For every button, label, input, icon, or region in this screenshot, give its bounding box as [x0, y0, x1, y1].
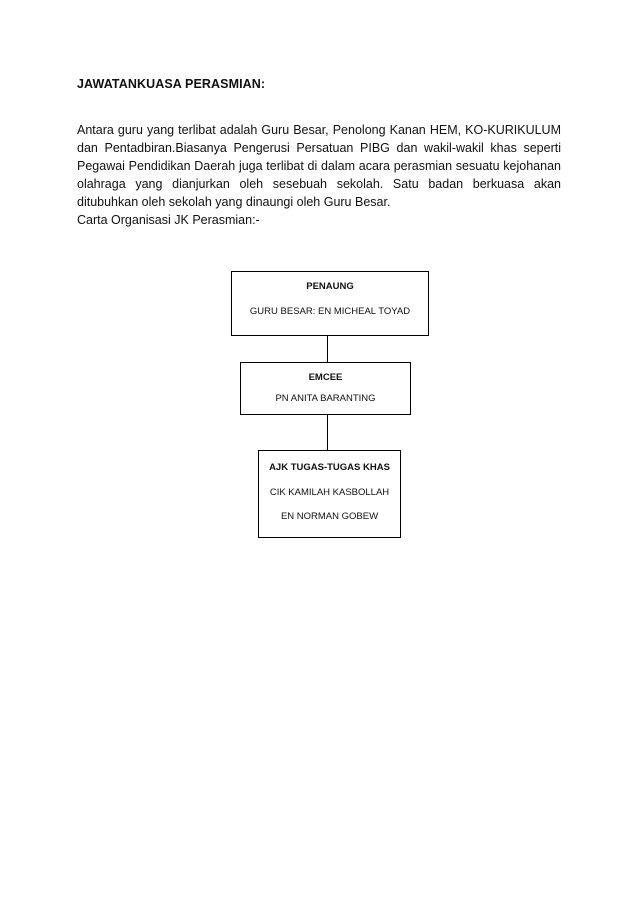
org-box-emcee — [240, 362, 411, 415]
org-box-member: EN NORMAN GOBEW — [280, 511, 379, 522]
org-box-ajk-tugas-khas — [258, 450, 401, 538]
org-connector-line — [327, 336, 328, 362]
org-connector-line — [327, 415, 328, 450]
org-box-member: GURU BESAR: EN MICHEAL TOYAD — [249, 306, 411, 317]
section-heading: JAWATANKUASA PERASMIAN: — [77, 77, 266, 91]
org-box-member: PN ANITA BARANTING — [275, 393, 376, 404]
org-box-penaung — [231, 271, 429, 336]
org-box-member: CIK KAMILAH KASBOLLAH — [269, 487, 390, 498]
org-box-title: EMCEE — [308, 372, 343, 383]
body-paragraph: Antara guru yang terlibat adalah Guru Besar, Penolong Kanan HEM, KO-KURIKULUM dan Pentadbiran.Biasanya Pengerusi Persatuan PIBG dan wakil-wakil khas seperti Pegawai Pendidikan Daerah juga terlibat di dalam acara perasmian sesuatu kejohanan olahraga yang dianjurkan oleh sesebuah sekolah. Satu badan berkuasa akan ditubuhkan oleh sekolah yang dinaungi oleh Guru Besar. — [77, 123, 561, 209]
chart-caption: Carta Organisasi JK Perasmian:- — [77, 213, 260, 227]
org-box-title: AJK TUGAS-TUGAS KHAS — [269, 462, 390, 473]
org-box-title: PENAUNG — [306, 281, 354, 292]
